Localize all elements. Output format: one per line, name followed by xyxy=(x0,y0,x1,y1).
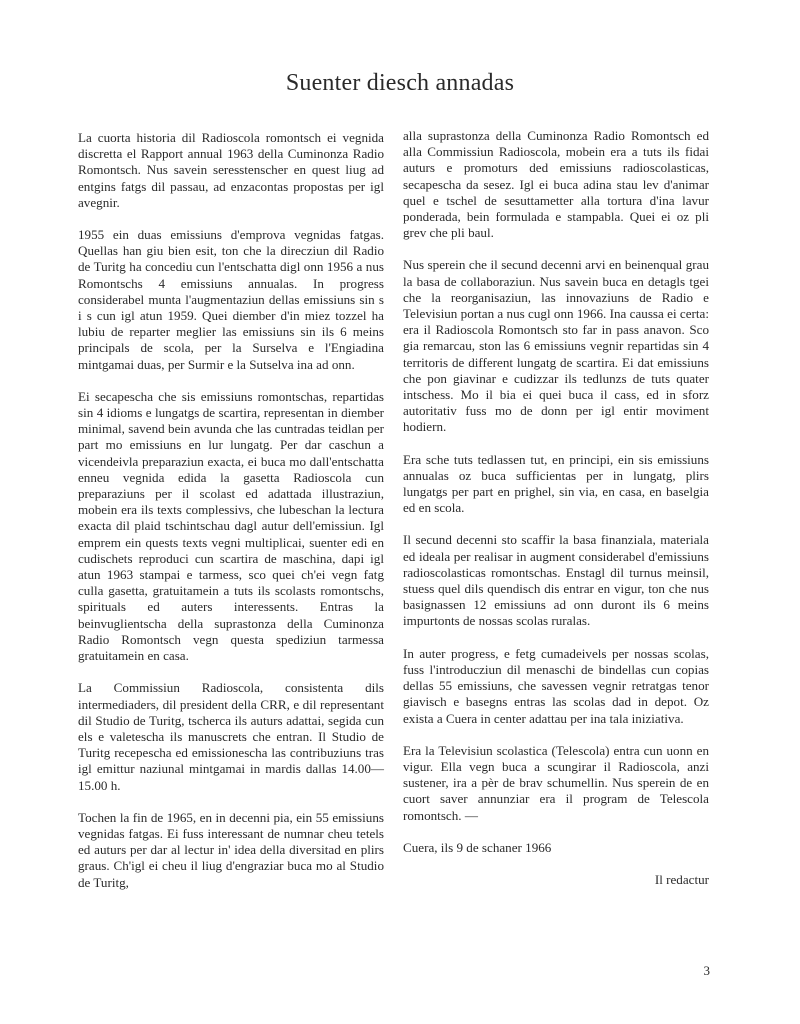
paragraph: Il secund decenni sto scaffir la basa finanziala, materiala ed ideala per realisar in augment considerabel d'emissiuns radioscolasticas romontschas. Enstagl dil turnus meinsil, stuess quel dils quendisch dis entrar en vigur, ton che nus basignassen 12 emissiuns ad onn duront ils 6 meins impurtonts de nossas scolas ruralas. xyxy=(403,532,709,629)
paragraph: Ei secapescha che sis emissiuns romontschas, repartidas sin 4 idioms e lungatgs de scartira, representan in diember minimal, savend bein avunda che las cuntradas teidlan per part mo emissiuns en lur lungatg. Per dar caschun a vicendeivla preparaziun exacta, ei buca mo dall'entschatta enneu vegnida edida la gasetta Radioscola cun preparaziuns per il scolast ed adattada illustraziun, mobein era ils texts complessivs, che lubeschan la lectura exacta dil plaid tschintschau dagl autur dell'emissiun. Igl emprem ein quests texts vegni multiplicai, suenter edi en cudischets reproduci cun scartira de maschina, dapi igl atun 1963 stampai e tarmess, sco quei ch'ei vegn fatg culla gasetta, gratuitamein a tuts ils scolasts romontschs, spirituals ed auters interessents. Entras la beinvuglientscha della suprastonza della Cuminonza Radio Romontsch vegn questa spediziun tarmessa gratuitamein en casa. xyxy=(78,388,384,664)
paragraph: La Commissiun Radioscola, consistenta dils intermediaders, dil president della CRR, e dil representant dil Studio de Turitg, tscherca ils auturs adattai, segida cun els e valetescha ils manuscrets che entran. Il Studio de Turitg recepescha ed emissionescha las contribuziuns tras igl emittur naziunal mintgamai in mardis dallas 14.00—15.00 h. xyxy=(78,680,384,793)
paragraph: Tochen la fin de 1965, en in decenni pia, ein 55 emissiuns vegnidas fatgas. Ei fuss interessant de numnar cheu tetels ed auturs per dar al lectur in' idea della diversitad en plirs graus. Ch'igl ei cheu il liug d'engraziar buca mo al Studio de Turitg, xyxy=(78,809,384,890)
paragraph: alla suprastonza della Cuminonza Radio Romontsch ed alla Commissiun Radioscola, mobein era a tuts ils fidai auturs e promoturs ded emissiuns radioscolasticas, secapescha da sesez. Igl ei buca adina stau lev d'animar quel e tschel de sesuttametter alla tortura d'ina lavur ponderada, bein formulada e stampabla. Quei ei oz pli grev che pli baul. xyxy=(403,128,709,241)
paragraph: Nus sperein che il secund decenni arvi en beinenqual grau la basa de collaboraziun. Nus savein buca en detagls tgei che la reorganisaziun, las innovaziuns de Radio e Televisiun portan a nus cugl onn 1966. Ina caussa ei certa: era il Radioscola Romontsch sto far in pass anavon. Sco gia remarcau, ston las 6 emissiuns vegnir repartidas sin 4 territoris de different lungatg de scartira. Ei dat emissiuns che pon giavinar e cudizzar ils tedlunzs de tuts quater intschess. Mo il bia ei quei buca il cass, ed in sforz autoritativ fuss mo de donn per igl entir moviment hodiern. xyxy=(403,257,709,435)
left-column xyxy=(78,130,384,907)
article-title: Suenter diesch annadas xyxy=(285,70,515,96)
right-column xyxy=(403,128,709,904)
signature: Il redactur xyxy=(654,871,709,887)
paragraph: Era la Televisiun scolastica (Telescola) entra cun uonn en vigur. Ella vegn buca a scungirar il Radioscola, anzi sustener, ira a pèr de brav schumellin. Nus sperein de en cuort saver annunziar era il program de Telescola romontsch. — xyxy=(403,742,709,823)
paragraph: In auter progress, e fetg cumadeivels per nossas scolas, fuss l'introducziun dil menaschi de bindellas cun copias dellas 55 emissiuns, che savessen vegnir retratgas tenor giavisch e basegns entras las scolas dad in depot. Oz exista a Cuera in center adattau per ina tala iniziativa. xyxy=(403,645,709,726)
page-number: 3 xyxy=(703,963,710,978)
dateline: Cuera, ils 9 de schaner 1966 xyxy=(403,839,552,855)
paragraph: 1955 ein duas emissiuns d'emprova vegnidas fatgas. Quellas han giu bien esit, ton che la direcziun dil Radio de Turitg ha concediu cun l'entschatta digl onn 1956 a nus Romontschs 4 emissiuns annualas. In progress considerabel munta l'augmentaziun dellas emissiuns sin s i s cun igl atun 1959. Quei diember d'in miez tozzel ha lubiu de reparter meglier las emissiuns sin ils 6 meins principals de scola, per la Surselva e l'Engiadina mintgamai duas, per Surmir e la Sutselva ina ad onn. xyxy=(78,227,384,372)
paragraph: La cuorta historia dil Radioscola romontsch ei vegnida discretta el Rapport annual 1963 della Cuminonza Radio Romontsch. Nus savein seresstenscher en quest liug ad entgins fatgs dil passau, ad enzacontas propostas per igl avegnir. xyxy=(78,130,384,210)
paragraph: Era sche tuts tedlassen tut, en principi, ein sis emissiuns annualas oz buca sufficientas per in lungatg, plirs lungatgs per part en prighel, sin via, en casa, en baselgia ed en scola. xyxy=(403,451,709,516)
